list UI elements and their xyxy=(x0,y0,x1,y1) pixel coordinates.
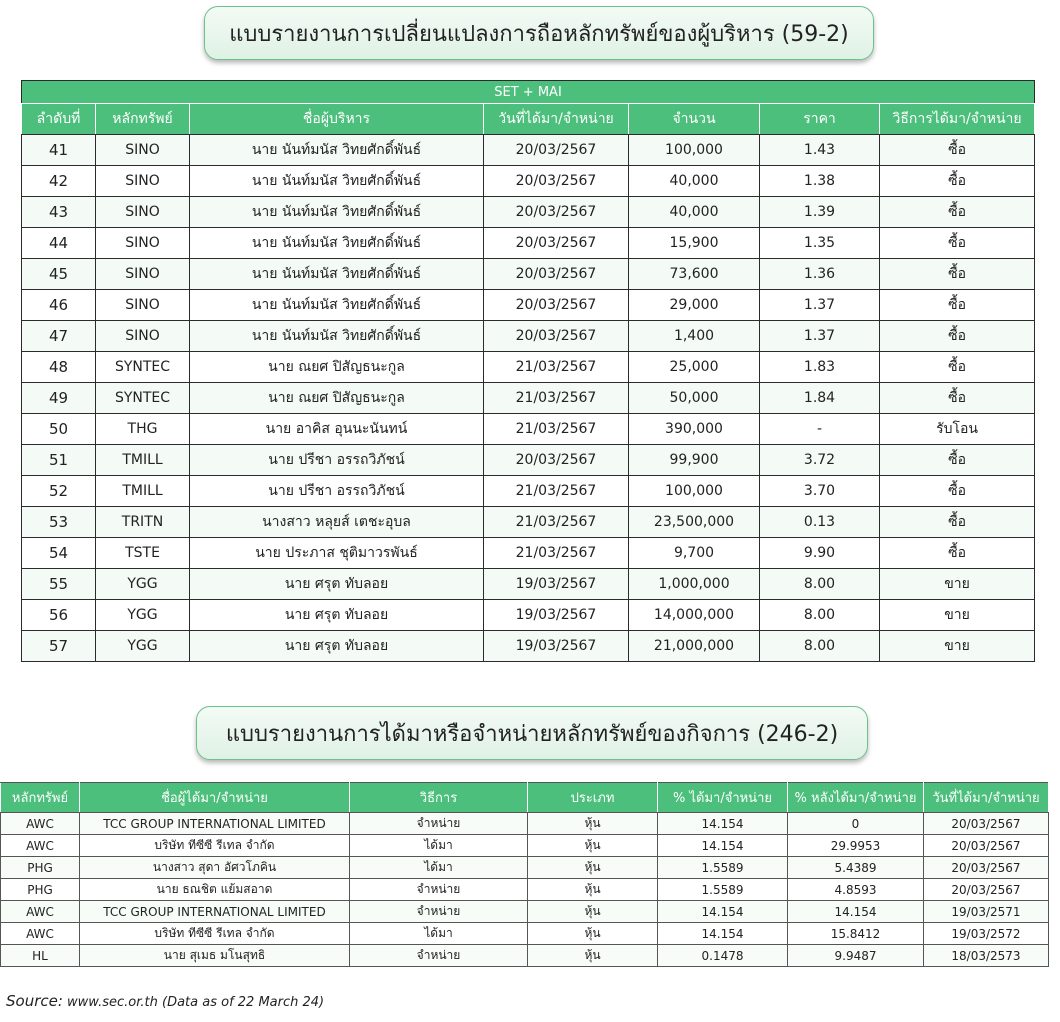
source-note xyxy=(6,992,324,1010)
table-cell: 19/03/2567 xyxy=(484,600,629,631)
table-row xyxy=(22,259,1035,290)
table-cell: นางสาว สุดา อัศวโภคิน xyxy=(80,857,350,879)
table-cell: THG xyxy=(96,414,190,445)
table-cell: 29.9953 xyxy=(788,835,924,857)
table-cell: นาย นันท์มนัส วิทยศักดิ์พันธ์ xyxy=(190,259,484,290)
table-row xyxy=(22,383,1035,414)
table-cell: ขาย xyxy=(880,631,1035,662)
table-cell: 1.84 xyxy=(760,383,880,414)
table-cell: 1.37 xyxy=(760,290,880,321)
table-cell: นาย นันท์มนัส วิทยศักดิ์พันธ์ xyxy=(190,135,484,166)
table-row xyxy=(1,835,1049,857)
table-cell: 21,000,000 xyxy=(629,631,760,662)
table-cell: 21/03/2567 xyxy=(484,476,629,507)
table-cell: 0.1478 xyxy=(658,945,788,967)
table-cell: หุ้น xyxy=(528,879,658,901)
table-cell: หุ้น xyxy=(528,835,658,857)
column-header: วิธีการได้มา/จำหน่าย xyxy=(880,104,1035,135)
table-cell: 1.5589 xyxy=(658,879,788,901)
table-cell: SINO xyxy=(96,290,190,321)
table-cell: 45 xyxy=(22,259,96,290)
table-cell: SINO xyxy=(96,321,190,352)
table-row xyxy=(22,445,1035,476)
table-cell: 50 xyxy=(22,414,96,445)
table-cell: นาย อาคิส อุนนะนันทน์ xyxy=(190,414,484,445)
column-header: % ได้มา/จำหน่าย xyxy=(658,783,788,813)
table-cell: จำหน่าย xyxy=(350,813,528,835)
table-cell: นาย นันท์มนัส วิทยศักดิ์พันธ์ xyxy=(190,290,484,321)
table-cell: จำหน่าย xyxy=(350,901,528,923)
table-cell: 20/03/2567 xyxy=(924,879,1049,901)
table-cell: 23,500,000 xyxy=(629,507,760,538)
table-row xyxy=(22,228,1035,259)
table-cell: 51 xyxy=(22,445,96,476)
table-cell: ได้มา xyxy=(350,923,528,945)
table-cell: 40,000 xyxy=(629,197,760,228)
table-cell: YGG xyxy=(96,569,190,600)
table-row xyxy=(1,945,1049,967)
table-cell: ซื้อ xyxy=(880,352,1035,383)
table-row xyxy=(22,135,1035,166)
table-cell: 47 xyxy=(22,321,96,352)
table-cell: 20/03/2567 xyxy=(484,228,629,259)
table-cell: 43 xyxy=(22,197,96,228)
table-cell: บริษัท ทีซีซี รีเทล จำกัด xyxy=(80,923,350,945)
table-cell: 1.38 xyxy=(760,166,880,197)
column-header: ประเภท xyxy=(528,783,658,813)
table-cell: TSTE xyxy=(96,538,190,569)
table-cell: YGG xyxy=(96,631,190,662)
table-cell: ซื้อ xyxy=(880,445,1035,476)
table-cell: SINO xyxy=(96,166,190,197)
table-cell: 19/03/2567 xyxy=(484,569,629,600)
table-cell: 100,000 xyxy=(629,135,760,166)
table-cell: 21/03/2567 xyxy=(484,507,629,538)
table-cell: 14.154 xyxy=(658,813,788,835)
table-cell: 54 xyxy=(22,538,96,569)
column-header: วันที่ได้มา/จำหน่าย xyxy=(924,783,1049,813)
table-cell: จำหน่าย xyxy=(350,879,528,901)
table-row xyxy=(22,538,1035,569)
table-cell: 1.5589 xyxy=(658,857,788,879)
table-cell: 1.37 xyxy=(760,321,880,352)
table-cell: 18/03/2573 xyxy=(924,945,1049,967)
table-row xyxy=(22,352,1035,383)
table-cell: 99,900 xyxy=(629,445,760,476)
table-cell: 41 xyxy=(22,135,96,166)
table-cell: TCC GROUP INTERNATIONAL LIMITED xyxy=(80,813,350,835)
table-cell: ซื้อ xyxy=(880,197,1035,228)
table-row xyxy=(1,901,1049,923)
table-row xyxy=(22,290,1035,321)
table-cell: 20/03/2567 xyxy=(924,835,1049,857)
column-header: จำนวน xyxy=(629,104,760,135)
column-header: ชื่อผู้ได้มา/จำหน่าย xyxy=(80,783,350,813)
table-cell: AWC xyxy=(1,901,80,923)
table-cell: 5.4389 xyxy=(788,857,924,879)
table-row xyxy=(1,923,1049,945)
table-cell: ซื้อ xyxy=(880,383,1035,414)
source-text: www.sec.or.th (Data as of 22 March 24) xyxy=(62,995,325,1010)
table-cell: 52 xyxy=(22,476,96,507)
table-cell: นางสาว หลุยส์ เตชะอุบล xyxy=(190,507,484,538)
table-cell: 20/03/2567 xyxy=(924,857,1049,879)
table-cell: ซื้อ xyxy=(880,228,1035,259)
table-cell: 21/03/2567 xyxy=(484,352,629,383)
table-cell: 8.00 xyxy=(760,569,880,600)
table-cell: 1,400 xyxy=(629,321,760,352)
table-cell: 14.154 xyxy=(788,901,924,923)
table-cell: 56 xyxy=(22,600,96,631)
column-header: วิธีการ xyxy=(350,783,528,813)
table-cell: ขาย xyxy=(880,600,1035,631)
table-cell: AWC xyxy=(1,813,80,835)
table-cell: นาย ณยศ ปิสัญธนะกูล xyxy=(190,352,484,383)
report1-title: แบบรายงานการเปลี่ยนแปลงการถือหลักทรัพย์ของผู้บริหาร (59-2) xyxy=(204,6,874,60)
table-cell: SYNTEC xyxy=(96,383,190,414)
source-label: Source: xyxy=(6,992,63,1010)
table-cell: 50,000 xyxy=(629,383,760,414)
table-row xyxy=(22,476,1035,507)
table-cell: 29,000 xyxy=(629,290,760,321)
table-cell: ซื้อ xyxy=(880,166,1035,197)
table-cell: 3.70 xyxy=(760,476,880,507)
table-cell: นาย ธณชิต แย้มสอาด xyxy=(80,879,350,901)
column-header: ราคา xyxy=(760,104,880,135)
table-cell: 0.13 xyxy=(760,507,880,538)
table-cell: SINO xyxy=(96,259,190,290)
table-cell: นาย ศรุต ทับลอย xyxy=(190,631,484,662)
table-cell: นาย ศรุต ทับลอย xyxy=(190,600,484,631)
table-cell: 1.83 xyxy=(760,352,880,383)
table-cell: ซื้อ xyxy=(880,538,1035,569)
table-cell: 9,700 xyxy=(629,538,760,569)
table-cell: 20/03/2567 xyxy=(484,259,629,290)
table-row xyxy=(22,166,1035,197)
table-cell: 0 xyxy=(788,813,924,835)
table-cell: 25,000 xyxy=(629,352,760,383)
table-cell: 100,000 xyxy=(629,476,760,507)
table-cell: 14,000,000 xyxy=(629,600,760,631)
table-cell: นาย ณยศ ปิสัญธนะกูล xyxy=(190,383,484,414)
table-cell: 20/03/2567 xyxy=(484,290,629,321)
table-cell: นาย ประภาส ชุติมาวรพันธ์ xyxy=(190,538,484,569)
table-cell: ซื้อ xyxy=(880,290,1035,321)
table-cell: นาย นันท์มนัส วิทยศักดิ์พันธ์ xyxy=(190,166,484,197)
table-cell: 19/03/2572 xyxy=(924,923,1049,945)
table-cell: - xyxy=(760,414,880,445)
table-cell: ซื้อ xyxy=(880,476,1035,507)
column-header: หลักทรัพย์ xyxy=(1,783,80,813)
report2-title: แบบรายงานการได้มาหรือจำหน่ายหลักทรัพย์ของกิจการ (246-2) xyxy=(196,706,868,760)
table-cell: 14.154 xyxy=(658,901,788,923)
column-header: ลำดับที่ xyxy=(22,104,96,135)
table-cell: 57 xyxy=(22,631,96,662)
table-cell: ซื้อ xyxy=(880,259,1035,290)
table-row xyxy=(1,813,1049,835)
table-cell: 53 xyxy=(22,507,96,538)
column-header: หลักทรัพย์ xyxy=(96,104,190,135)
table-cell: ซื้อ xyxy=(880,507,1035,538)
table-cell: 1.35 xyxy=(760,228,880,259)
table-cell: 49 xyxy=(22,383,96,414)
table-cell: SINO xyxy=(96,228,190,259)
table-cell: นาย นันท์มนัส วิทยศักดิ์พันธ์ xyxy=(190,321,484,352)
table-cell: 4.8593 xyxy=(788,879,924,901)
table-cell: นาย นันท์มนัส วิทยศักดิ์พันธ์ xyxy=(190,228,484,259)
table-cell: TRITN xyxy=(96,507,190,538)
table-cell: 1.43 xyxy=(760,135,880,166)
table-cell: 21/03/2567 xyxy=(484,414,629,445)
table-cell: 20/03/2567 xyxy=(484,135,629,166)
table-cell: 20/03/2567 xyxy=(484,321,629,352)
table-cell: 48 xyxy=(22,352,96,383)
table-cell: หุ้น xyxy=(528,901,658,923)
table-cell: นาย ปรีชา อรรถวิภัชน์ xyxy=(190,476,484,507)
table-row xyxy=(22,507,1035,538)
table-cell: TCC GROUP INTERNATIONAL LIMITED xyxy=(80,901,350,923)
table-cell: 21/03/2567 xyxy=(484,383,629,414)
table-cell: นาย ศรุต ทับลอย xyxy=(190,569,484,600)
table-cell: SINO xyxy=(96,135,190,166)
table-cell: AWC xyxy=(1,923,80,945)
table-cell: นาย นันท์มนัส วิทยศักดิ์พันธ์ xyxy=(190,197,484,228)
table-cell: 14.154 xyxy=(658,835,788,857)
table-cell: ขาย xyxy=(880,569,1035,600)
table-cell: จำหน่าย xyxy=(350,945,528,967)
table-cell: 8.00 xyxy=(760,631,880,662)
table-cell: 390,000 xyxy=(629,414,760,445)
table-row xyxy=(22,414,1035,445)
table-cell: ซื้อ xyxy=(880,135,1035,166)
table-row xyxy=(22,631,1035,662)
table-cell: 20/03/2567 xyxy=(484,197,629,228)
table-cell: 46 xyxy=(22,290,96,321)
table-row xyxy=(22,321,1035,352)
table-cell: 44 xyxy=(22,228,96,259)
table-row xyxy=(22,569,1035,600)
column-header: วันที่ได้มา/จำหน่าย xyxy=(484,104,629,135)
table-cell: PHG xyxy=(1,879,80,901)
table-cell: บริษัท ทีซีซี รีเทล จำกัด xyxy=(80,835,350,857)
column-header: % หลังได้มา/จำหน่าย xyxy=(788,783,924,813)
table-cell: PHG xyxy=(1,857,80,879)
table-cell: 15.8412 xyxy=(788,923,924,945)
table-cell: นาย สุเมธ มโนสุทธิ xyxy=(80,945,350,967)
table-cell: HL xyxy=(1,945,80,967)
table-cell: 73,600 xyxy=(629,259,760,290)
table-cell: SINO xyxy=(96,197,190,228)
table-cell: SYNTEC xyxy=(96,352,190,383)
table-cell: 3.72 xyxy=(760,445,880,476)
executive-holdings-table xyxy=(21,80,1035,662)
table-cell: 1.39 xyxy=(760,197,880,228)
table-cell: TMILL xyxy=(96,445,190,476)
table-cell: 9.9487 xyxy=(788,945,924,967)
table-cell: 19/03/2567 xyxy=(484,631,629,662)
table-row xyxy=(22,197,1035,228)
table-row xyxy=(1,879,1049,901)
table-cell: 20/03/2567 xyxy=(484,445,629,476)
column-header: ชื่อผู้บริหาร xyxy=(190,104,484,135)
table-cell: 19/03/2571 xyxy=(924,901,1049,923)
table-cell: ได้มา xyxy=(350,857,528,879)
table-cell: 1,000,000 xyxy=(629,569,760,600)
table-cell: หุ้น xyxy=(528,857,658,879)
table-cell: 1.36 xyxy=(760,259,880,290)
table-cell: 40,000 xyxy=(629,166,760,197)
table-cell: หุ้น xyxy=(528,945,658,967)
table-row xyxy=(1,857,1049,879)
table-cell: 15,900 xyxy=(629,228,760,259)
table-cell: 20/03/2567 xyxy=(484,166,629,197)
table-cell: 55 xyxy=(22,569,96,600)
table-cell: นาย ปรีชา อรรถวิภัชน์ xyxy=(190,445,484,476)
table-cell: TMILL xyxy=(96,476,190,507)
table-cell: 8.00 xyxy=(760,600,880,631)
table-cell: ได้มา xyxy=(350,835,528,857)
table-row xyxy=(22,600,1035,631)
table-cell: รับโอน xyxy=(880,414,1035,445)
table-cell: 20/03/2567 xyxy=(924,813,1049,835)
table-cell: 21/03/2567 xyxy=(484,538,629,569)
table-cell: หุ้น xyxy=(528,813,658,835)
table-cell: 9.90 xyxy=(760,538,880,569)
table-cell: หุ้น xyxy=(528,923,658,945)
table-cell: AWC xyxy=(1,835,80,857)
table-cell: ซื้อ xyxy=(880,321,1035,352)
table-cell: 42 xyxy=(22,166,96,197)
table-cell: 14.154 xyxy=(658,923,788,945)
table-cell: YGG xyxy=(96,600,190,631)
acquisition-disposal-table xyxy=(0,782,1049,967)
market-band: SET + MAI xyxy=(22,81,1035,104)
